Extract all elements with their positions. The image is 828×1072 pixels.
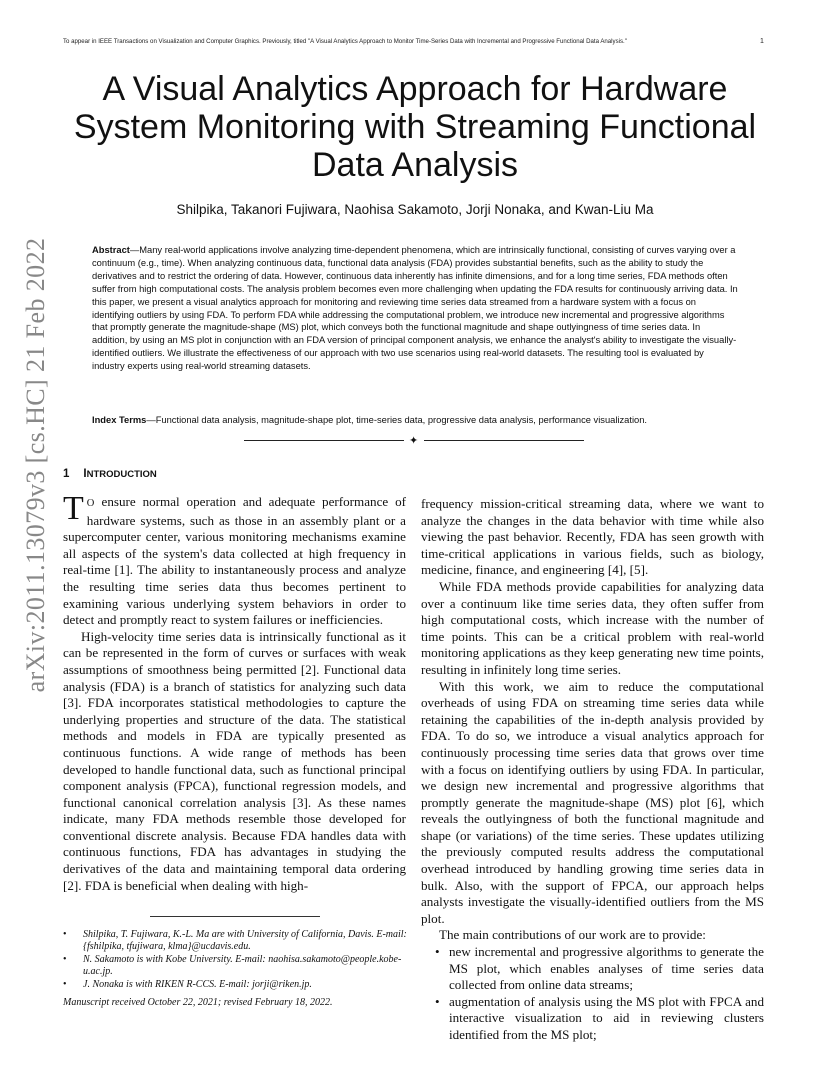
- paper-title: A Visual Analytics Approach for Hardware System Monitoring with Streaming Functional Data Analysis: [73, 70, 757, 184]
- divider-line-left: [244, 440, 404, 441]
- intro-paragraph-5: With this work, we aim to reduce the computational overheads of using FDA on streaming time series data while retaining the capabilities of the in-depth analysis provided by FDA. To do so, we introduce a visual analytics approach for continuously processing time series data that grows over time with a focus on identifying outliers by using FDA. In particular, we design new incremental and progressive algorithms that promptly generate the magnitude-shape (MS) plot [6], which reveals the outlyingness of both the functional magnitude and shape (or variations) of the time series. These updates utilizing the previously computed results address the computational overhead introduced by handling growing time series data in bulk. Also, with the support of FPCA, our approach helps analysts investigate the visually-identified outliers from the MS plot.: [421, 678, 764, 926]
- right-column: [421, 496, 764, 1044]
- index-terms: [92, 414, 752, 427]
- footnote-bullet-icon: •: [63, 929, 67, 940]
- section-heading: [63, 468, 157, 480]
- footnotes: [63, 929, 408, 1009]
- abstract-text: —Many real-world applications involve analyzing time-dependent phenomena, which are intrinsically functional, consisting of curves varying over a continuum (e.g., time). When analyzing continuous data, functional data analysis (FDA) provides substantial benefits, such as the ability to study the derivatives and to restrict the ordering of data. However, continuous data inherently has infinite dimensions, and for a long time series, FDA methods often suffer from high computational costs. The analysis problem becomes even more challenging when updating the FDA results for continuously arriving data. In this paper, we present a visual analytics approach for monitoring and reviewing time series data streamed from a hardware system with a focus on identifying outliers by using FDA. To perform FDA while addressing the computational problem, we introduce new incremental and progressive algorithms that promptly generate the magnitude-shape (MS) plot, which conveys both the functional magnitude and shape outlyingness of time series data. In addition, by using an MS plot in conjunction with an FDA version of principal component analysis, we enhance the analyst's ability to investigate the visually-identified outliers. We illustrate the effectiveness of our approach with two use scenarios using real-world datasets. The resulting tool is evaluated by industry experts using real-world streaming datasets.: [92, 245, 738, 372]
- dropcap: T: [63, 490, 84, 527]
- list-item: • new incremental and progressive algorithms to generate the MS plot, which enables analyses of time series data collected from online data streams;: [449, 944, 764, 994]
- footnote-item: [63, 929, 408, 954]
- manuscript-dates: Manuscript received October 22, 2021; revised February 18, 2022.: [63, 997, 333, 1009]
- section-title-rest: NTRODUCTION: [86, 469, 157, 480]
- intro-paragraph-1: [63, 490, 406, 629]
- footnote-text: Shilpika, T. Fujiwara, K.-L. Ma are with University of California, Davis. E-mail: {fshilpika, tfujiwara, klma}@ucdavis.edu.: [83, 929, 407, 953]
- author-list: Shilpika, Takanori Fujiwara, Naohisa Sakamoto, Jorji Nonaka, and Kwan-Liu Ma: [176, 202, 654, 217]
- abstract: [92, 244, 738, 373]
- index-terms-text: —Functional data analysis, magnitude-shape plot, time-series data, progressive data analysis, performance visualization.: [146, 415, 648, 425]
- intro-paragraph-4: While FDA methods provide capabilities for analyzing data over a continuum like time series data, they often suffer from high computational costs, which increase with the number of time points. This can be a critical problem with real-world monitoring applications as they keep generating new time points, resulting in infinitely long time series.: [421, 578, 764, 677]
- intro-paragraph-2: High-velocity time series data is intrinsically functional as it can be represented in the form of curves or surfaces with weak assumptions of smoothness being permitted [2]. Functional data analysis (FDA) is a branch of statistics for analyzing such data [3]. FDA incorporates statistical methodologies to capture the underlying properties and structure of the data. The statistical methods and models in FDA are typically presented as continuous functions. A wide range of methods has been developed to handle functional data, such as functional principal component analysis (FPCA), functional regression models, and functional canonical correlation analysis [3]. As these names indicate, many FDA methods resemble those developed for conventional discrete analysis. Because FDA handles data with continuous functions, FDA has advantages in studying the derivatives of the data and maintaining temporal data ordering [2]. FDA is beneficial when dealing with high-: [63, 628, 406, 893]
- contribution-list: [421, 944, 764, 1044]
- arxiv-stamp[interactable]: arXiv:2011.13079v3 [cs.HC] 21 Feb 2022: [21, 237, 50, 693]
- divider-diamond-icon: ✦: [409, 434, 419, 447]
- footnote-bullet-icon: •: [63, 953, 67, 965]
- section-title-initial: I: [83, 468, 87, 480]
- footnote-text: N. Sakamoto is with Kobe University. E-mail: naohisa.sakamoto@people.kobe-u.ac.jp.: [83, 953, 402, 978]
- index-terms-label: Index Terms: [92, 415, 147, 425]
- footnote-rule: [150, 916, 320, 917]
- divider-line-right: [424, 440, 584, 441]
- left-column: [63, 490, 406, 894]
- footnote-bullet-icon: •: [63, 978, 67, 990]
- abstract-label: Abstract: [92, 245, 130, 255]
- list-item: • augmentation of analysis using the MS plot with FPCA and interactive visualization to aid in reviewing clusters identified from the MS plot;: [449, 994, 764, 1044]
- dropcap-follow: O: [86, 498, 95, 509]
- intro-paragraph-6: The main contributions of our work are to provide:: [439, 927, 706, 943]
- section-number: 1: [63, 468, 70, 480]
- intro-paragraph-3: frequency mission-critical streaming data, where we want to analyze the changes in the data behavior with time while also viewing the past behavior. Recently, FDA has seen growth with time-critical applications in various fields, such as biology, medicine, finance, and engineering [4], [5].: [421, 496, 764, 578]
- footnote-item: [63, 954, 408, 979]
- intro-paragraph-1-text: ensure normal operation and adequate performance of hardware systems, such as those in an assembly plant or a supercomputer center, various monitoring mechanisms examine all aspects of the system's data collected at high frequency in real-time [1]. The ability to instantaneously process and analyze the resulting time series data thus becomes pertinent to examining various underlying system behaviors in order to detect and promptly react to system failures or inefficiencies.: [63, 494, 406, 628]
- footnote-item: [63, 979, 408, 991]
- section-divider: [244, 434, 584, 447]
- running-head: To appear in IEEE Transactions on Visualization and Computer Graphics. Previously, titled "A Visual Analytics Approach to Monitor Time-Series Data with Incremental and Progressive Functional Data Analysis.": [63, 38, 627, 45]
- page-number: 1: [760, 38, 764, 45]
- footnote-text: J. Nonaka is with RIKEN R-CCS. E-mail: jorji@riken.jp.: [83, 978, 312, 990]
